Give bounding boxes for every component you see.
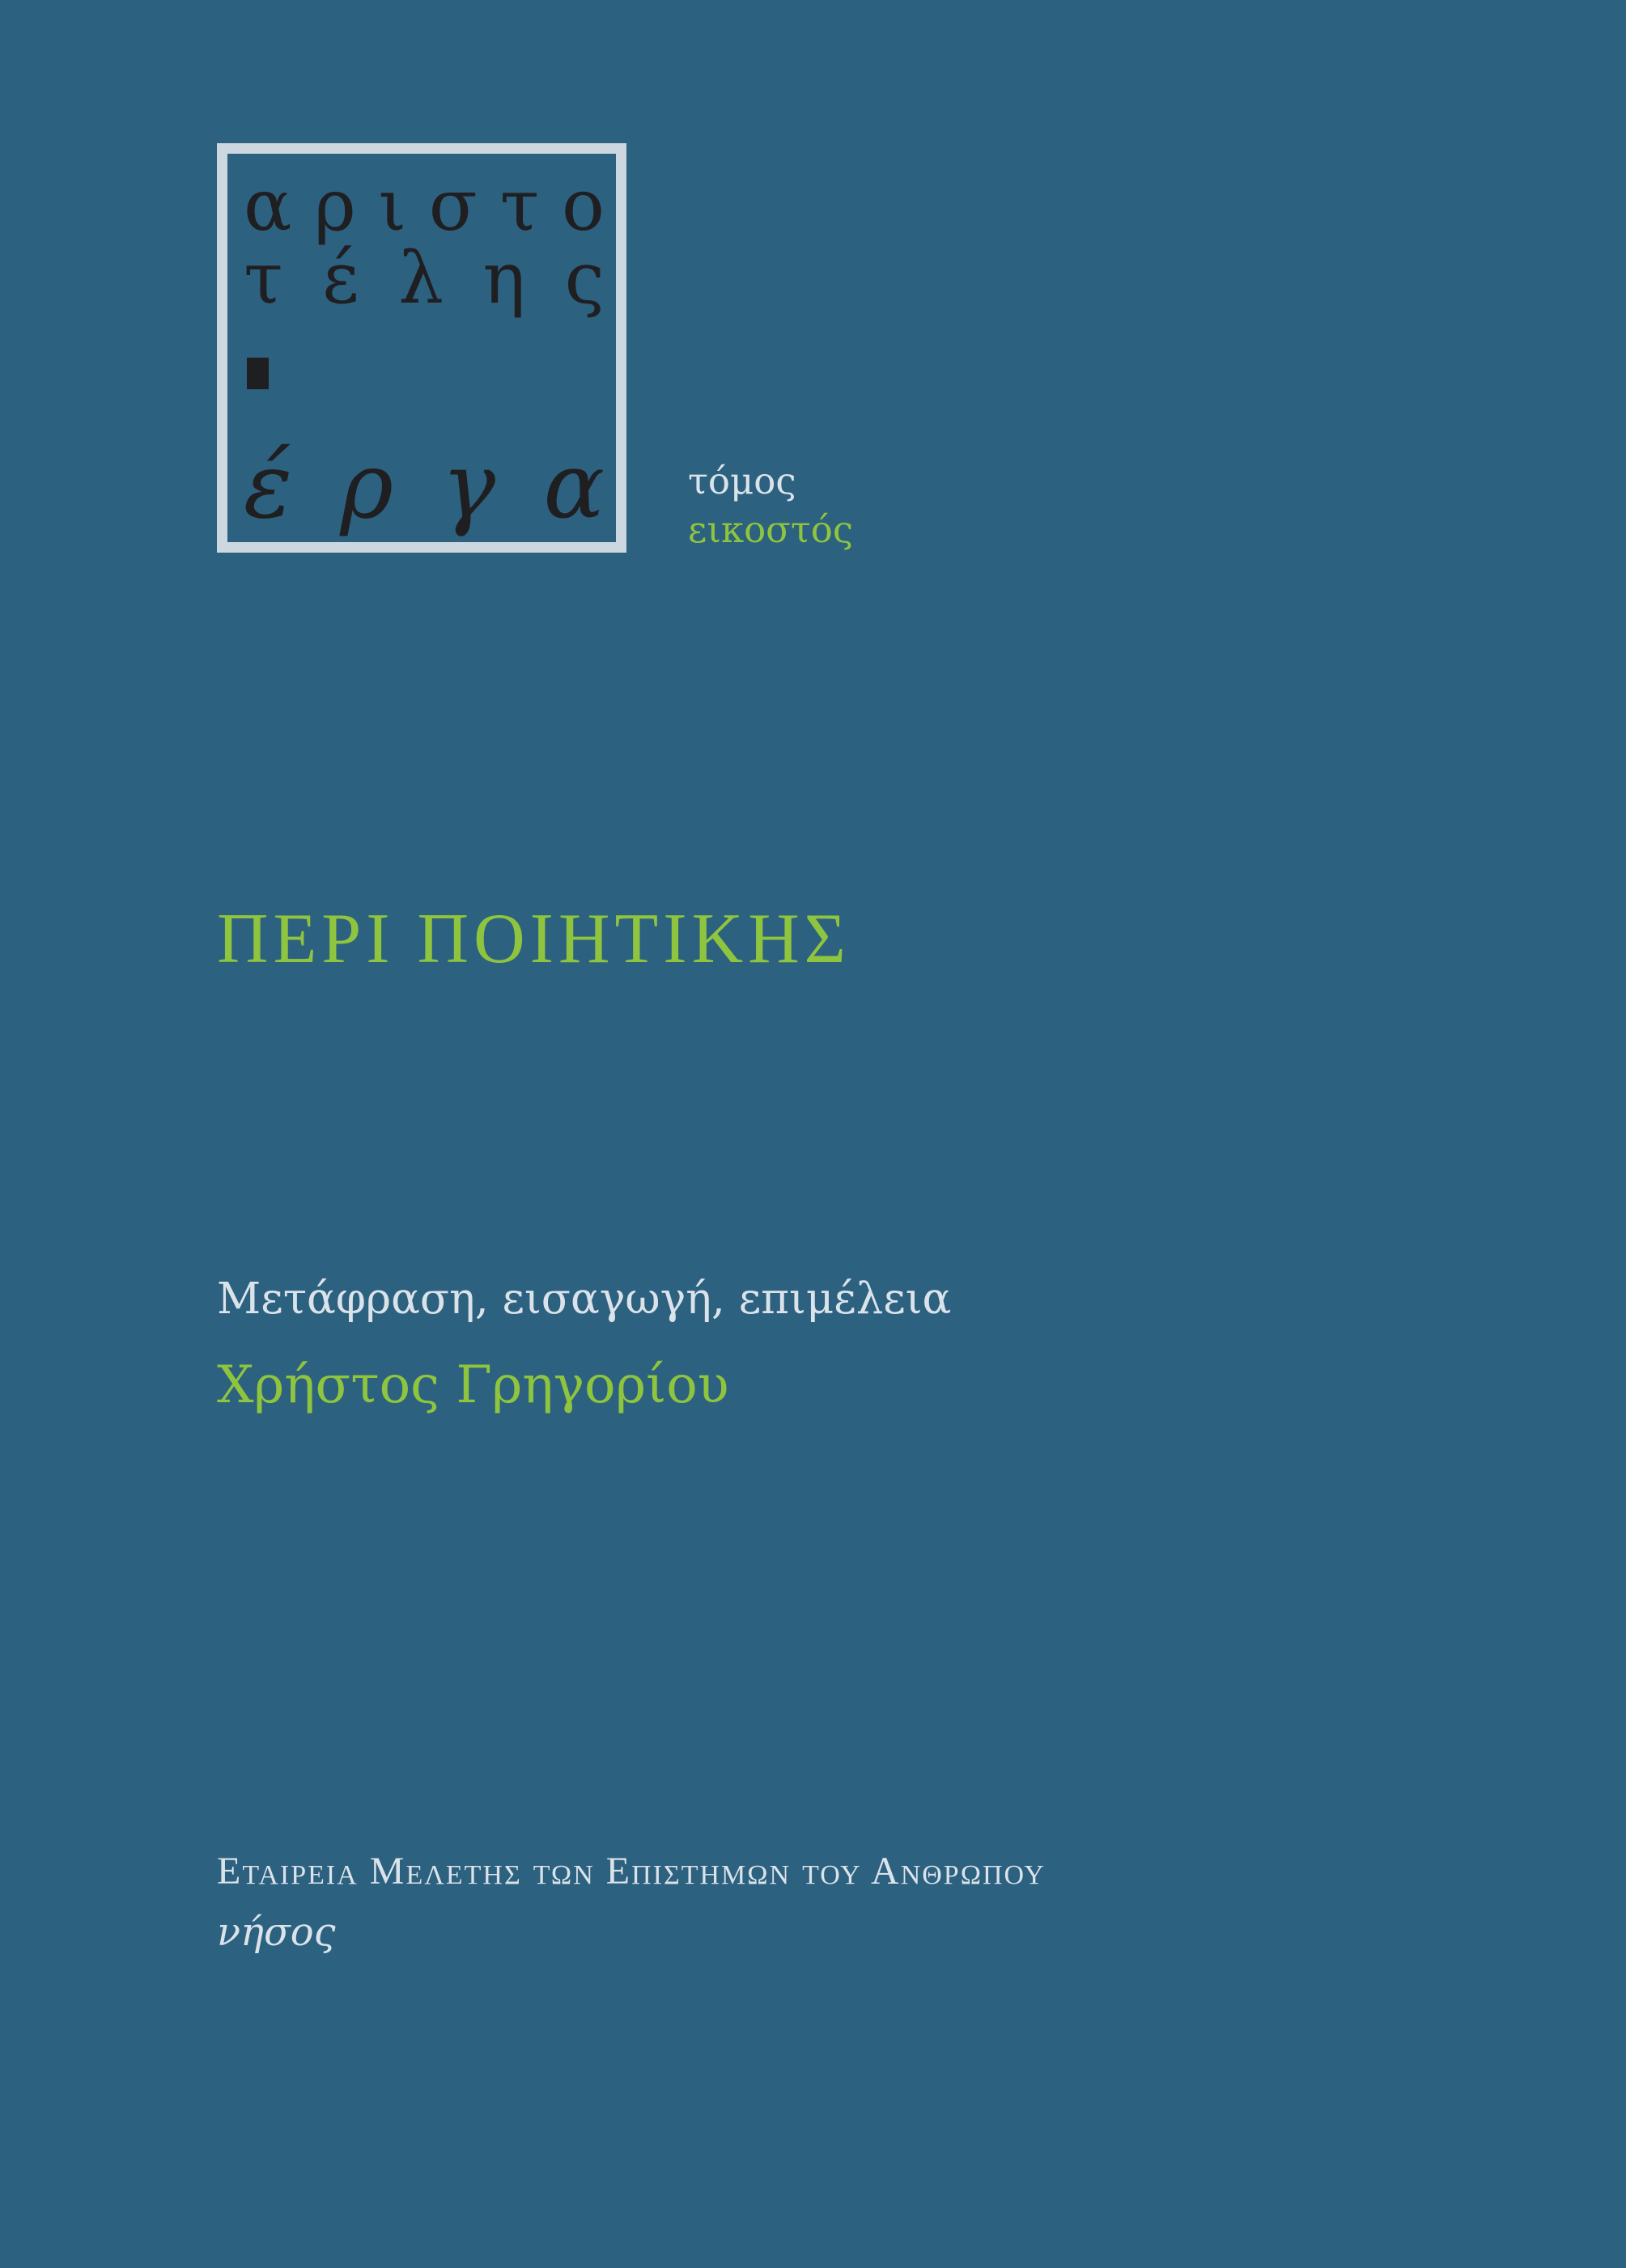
logo-letter: ι bbox=[378, 163, 407, 247]
volume-ordinal: εικοστός bbox=[688, 508, 854, 551]
publisher-name: Εταιρεια Μελετης των Επιστημων του Ανθρωπου bbox=[217, 1850, 1046, 1893]
logo-letter: γ bbox=[441, 434, 496, 539]
logo-row-erga bbox=[244, 434, 605, 539]
logo-letter: ρ bbox=[340, 434, 394, 539]
volume-label: τόμος bbox=[688, 460, 796, 502]
logo-letter: σ bbox=[428, 163, 478, 247]
logo-row-aristo bbox=[244, 163, 605, 247]
logo-letter: έ bbox=[244, 434, 293, 539]
series-logo bbox=[217, 143, 626, 553]
logo-row-teles bbox=[244, 236, 605, 320]
logo-letter: ς bbox=[564, 236, 605, 320]
logo-letter: ρ bbox=[314, 163, 356, 247]
logo-letter: α bbox=[244, 163, 292, 247]
logo-letter: τ bbox=[244, 236, 283, 320]
logo-letter: λ bbox=[398, 236, 444, 320]
publisher-imprint: νήσος bbox=[217, 1910, 336, 1955]
book-title: ΠΕΡΙ ΠΟΙΗΤΙΚΗΣ bbox=[217, 900, 851, 978]
logo-letter: ο bbox=[561, 163, 605, 247]
volume-info bbox=[688, 457, 853, 554]
logo-letter: έ bbox=[322, 236, 359, 320]
logo-letter: τ bbox=[499, 163, 540, 247]
credit-name: Χρήστος Γρηγορίου bbox=[217, 1355, 729, 1415]
credit-role: Μετάφραση, εισαγωγή, επιμέλεια bbox=[217, 1274, 952, 1324]
logo-square-mark bbox=[247, 358, 269, 389]
logo-letter: α bbox=[543, 434, 605, 539]
logo-letter: η bbox=[482, 236, 526, 320]
